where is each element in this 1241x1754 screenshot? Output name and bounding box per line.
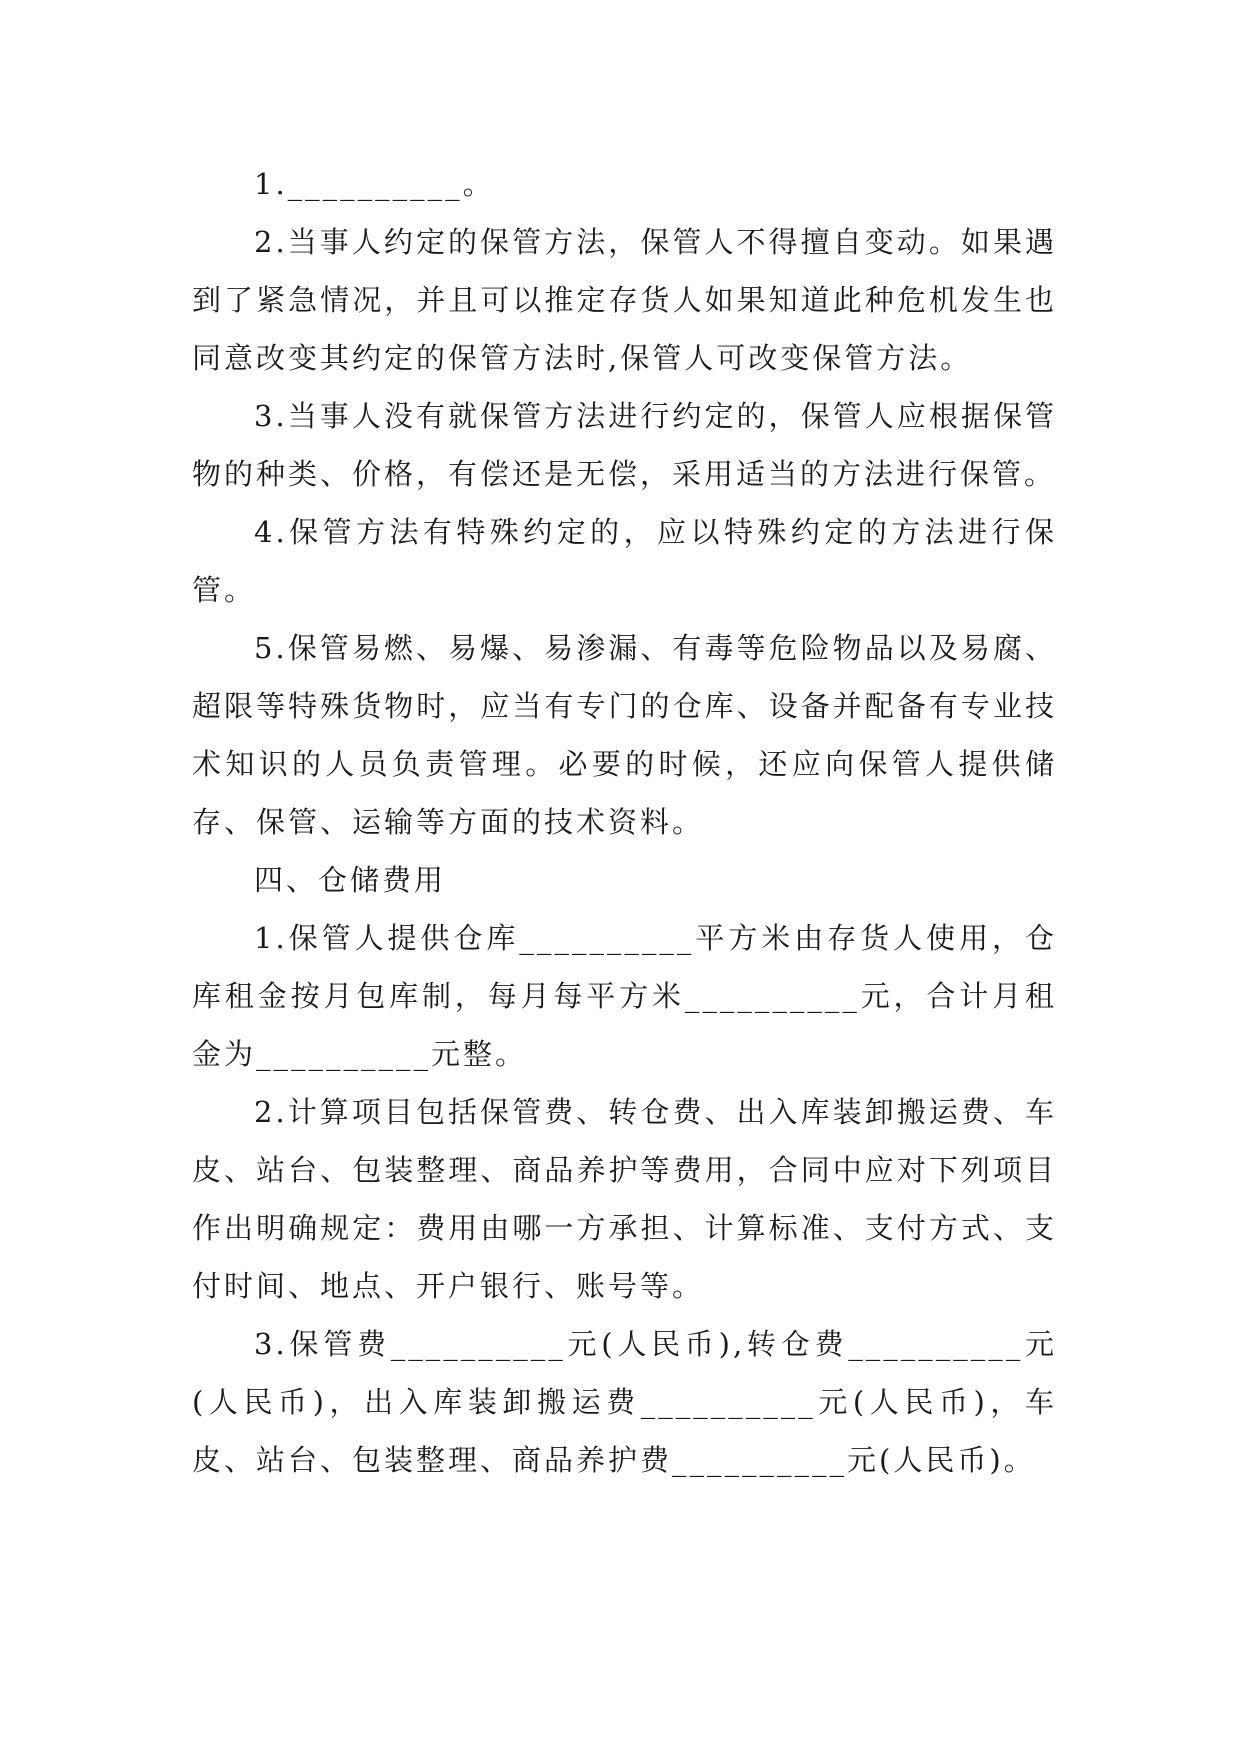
paragraph-fee-2: 2.计算项目包括保管费、转仓费、出入库装卸搬运费、车皮、站台、包装整理、商品养护等费用，合同中应对下列项目作出明确规定：费用由哪一方承担、计算标准、支付方式、支付时间、地点、开户银行、账号等。: [192, 1095, 1057, 1303]
section-heading-storage-fees: 四、仓储费用: [254, 863, 447, 897]
paragraph-item-2: 2.当事人约定的保管方法，保管人不得擅自变动。如果遇到了紧急情况，并且可以推定存货人如果知道此种危机发生也同意改变其约定的保管方法时,保管人可改变保管方法。: [192, 225, 1057, 375]
paragraph-item-5: 5.保管易燃、易爆、易渗漏、有毒等危险物品以及易腐、超限等特殊货物时，应当有专门的仓库、设备并配备有专业技术知识的人员负责管理。必要的时候，还应向保管人提供储存、保管、运输等方面的技术资料。: [192, 631, 1057, 839]
document-body: [192, 155, 1057, 1489]
paragraph-fee-3: 3.保管费__________元(人民币),转仓费__________元(人民币)，出入库装卸搬运费__________元(人民币)，车皮、站台、包装整理、商品养护费__________元(人民币)。: [192, 1327, 1057, 1477]
paragraph-item-4: 4.保管方法有特殊约定的，应以特殊约定的方法进行保管。: [192, 515, 1057, 607]
paragraph-item-3: 3.当事人没有就保管方法进行约定的，保管人应根据保管物的种类、价格，有偿还是无偿，采用适当的方法进行保管。: [192, 399, 1057, 491]
paragraph-fee-1: 1.保管人提供仓库__________平方米由存货人使用，仓库租金按月包库制，每月每平方米__________元，合计月租金为__________元整。: [192, 921, 1057, 1071]
paragraph-item-1: 1.__________。: [254, 167, 495, 201]
